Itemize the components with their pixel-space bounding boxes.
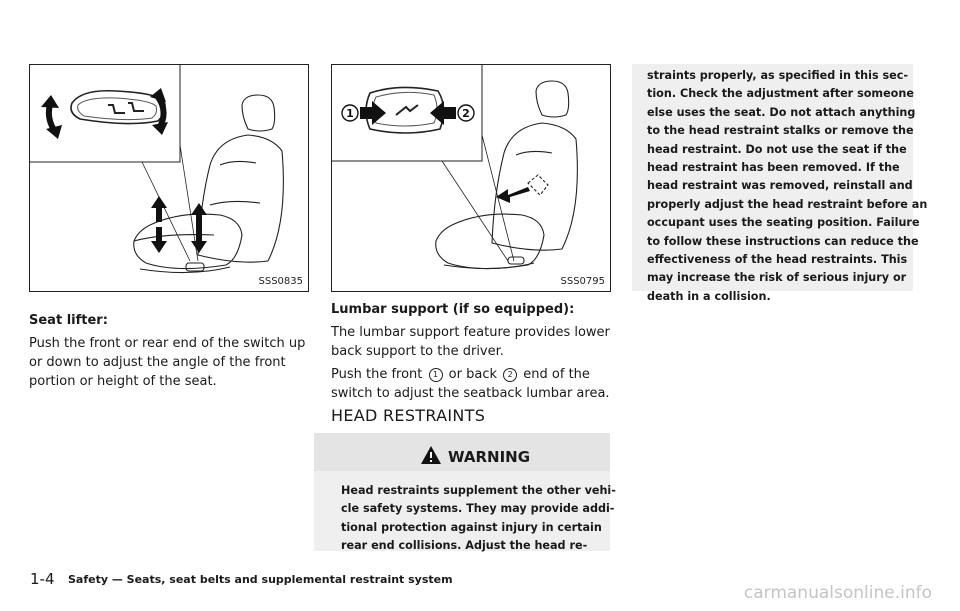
seat-lifter-text: Push the front or rear end of the switch up or down to adjust the angle of the front portion or height of the seat.	[29, 336, 306, 389]
marker-1-label: 1	[346, 107, 354, 120]
figure-code: SSS0835	[258, 276, 303, 287]
warning-title: WARNING	[448, 448, 531, 466]
marker-2-inline: 2	[503, 368, 517, 382]
lumbar-heading: Lumbar support (if so equipped):	[331, 302, 575, 317]
seat-lifter-heading: Seat lifter:	[29, 313, 108, 328]
watermark: carmanualsonline.info	[743, 583, 932, 603]
lift-arrow-rear-icon	[191, 203, 207, 253]
lifter-switch-icon	[71, 91, 165, 124]
lift-arrow-front-icon	[151, 196, 167, 253]
warning-text-2: straints properly, as specified in this sec- tion. Check the adjustment after someone else uses the seat. Do not attach anything to the head restraint stalks or remove the head restraint. Do not use the seat if the head restraint has been removed. If the head restraint was removed, reinstall and properly adjust the head restraint before an occupant uses the seating position. Failure to follow these instructions can reduce the effectiveness of the head restraints. This may increase the risk of serious injury or death in a collision.	[647, 69, 928, 303]
lumbar-figure	[331, 64, 611, 292]
warning-text-1: Head restraints supplement the other vehi- cle safety systems. They may provide addi- tional protection against injury in certain rear end collisions. Adjust the head re-	[341, 484, 616, 553]
lumbar-marker-1	[342, 105, 358, 121]
page-number: 1-4	[30, 570, 55, 588]
chapter-title: Safety — Seats, seat belts and supplemental restraint system	[68, 573, 453, 586]
seat-drawing-lumbar	[436, 81, 578, 269]
figure-code: SSS0795	[560, 276, 605, 287]
lumbar-marker-2	[458, 105, 474, 121]
section-title: HEAD RESTRAINTS	[331, 406, 486, 425]
tilt-arrow-left-icon	[41, 95, 62, 139]
lumbar-arrow-icon	[496, 187, 530, 203]
marker-2-label: 2	[462, 107, 470, 120]
lumbar-text-2: Push the front 1 or back 2 end of the switch to adjust the seatback lumbar area.	[331, 367, 610, 401]
seat-lifter-illustration	[30, 65, 308, 291]
marker-1-inline: 1	[429, 368, 443, 382]
warning-icon	[420, 445, 442, 465]
lumbar-illustration	[332, 65, 610, 291]
seat-lifter-figure	[29, 64, 309, 292]
lumbar-text-1: The lumbar support feature provides lower back support to the driver.	[331, 325, 610, 359]
